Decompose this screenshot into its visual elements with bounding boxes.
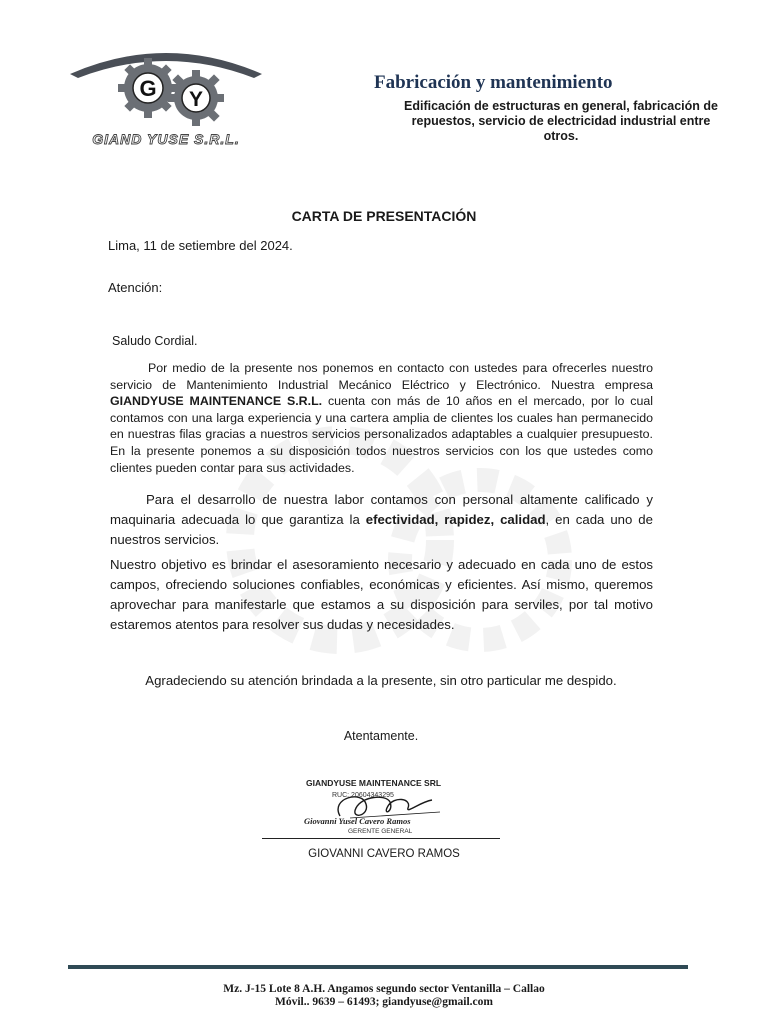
paragraph-2: Para el desarrollo de nuestra labor contamos con personal altamente calificado y maquinaria adecuada lo que garantiza la efectividad, rapidez, calidad, en cada uno de nuestros servicios. (110, 492, 653, 547)
signature-stamp (290, 772, 480, 836)
footer-divider (68, 965, 688, 969)
closing-line: Agradeciendo su atención brindada a la presente, sin otro particular me despido. (145, 673, 617, 688)
footer-address: Mz. J-15 Lote 8 A.H. Angamos segundo sector Ventanilla – Callao (223, 983, 545, 995)
paragraph-1: Por medio de la presente nos ponemos en contacto con ustedes para ofrecerles nuestro servicio de Mantenimiento Industrial Mecánico Eléctrico y Electrónico. Nuestra empresa GIANDYUSE MAINTENANCE S.R.L. cuenta con más de 10 años en el mercado, por lo cual contamos con una larga experiencia y una cartera amplia de clientes los cuales han permanecido en nuestras filas gracias a nuestros servicios personalizados adaptables a cualquier presupuesto. En la presente ponemos a su disposición todos nuestros servicios con los que ustedes como clientes pueden contar para sus actividades. (110, 361, 653, 475)
paragraph-3: Nuestro objetivo es brindar el asesoramiento necesario y adecuado en cada uno de estos campos, ofreciendo soluciones confiables, económicas y eficientes. Así mismo, queremos aprovechar para manifestarle que estamos a su disposición para serviles, por tal motivo estaremos atentos para resolver sus dudas y necesidades. (110, 557, 653, 632)
letter-date: Lima, 11 de setiembre del 2024. (108, 238, 293, 253)
logo-letter-g: G (139, 76, 157, 101)
header-title: Fabricación y mantenimiento (374, 72, 613, 93)
signature-line (262, 838, 500, 839)
greeting: Saludo Cordial. (112, 334, 198, 348)
attention-line: Atención: (108, 280, 163, 295)
logo-letter-y: Y (188, 88, 204, 111)
letter-title: CARTA DE PRESENTACIÓN (291, 208, 477, 224)
header-description: Edificación de estructuras en general, fabricación de repuestos, servicio de electricidad industrial entre otros. (404, 99, 718, 143)
stamp-role: GERENTE GENERAL (348, 828, 413, 835)
stamp-name: Giovanni Yusel Cavero Ramos (304, 816, 411, 826)
stamp-ruc: RUC: 20604343295 (332, 792, 394, 799)
company-name: GIANDYUSE MAINTENANCE S.R.L. (110, 394, 323, 409)
footer-contact: Móvil.. 9639 – 61493; giandyuse@gmail.com (274, 996, 493, 1008)
regards: Atentamente. (343, 729, 419, 743)
signer-name: GIOVANNI CAVERO RAMOS (308, 848, 460, 860)
quality-emphasis: efectividad, rapidez, calidad (365, 512, 546, 527)
logo-name: GIAND YUSE S.R.L. (92, 131, 240, 147)
stamp-company: GIANDYUSE MAINTENANCE SRL (306, 778, 442, 788)
company-logo (66, 40, 266, 152)
